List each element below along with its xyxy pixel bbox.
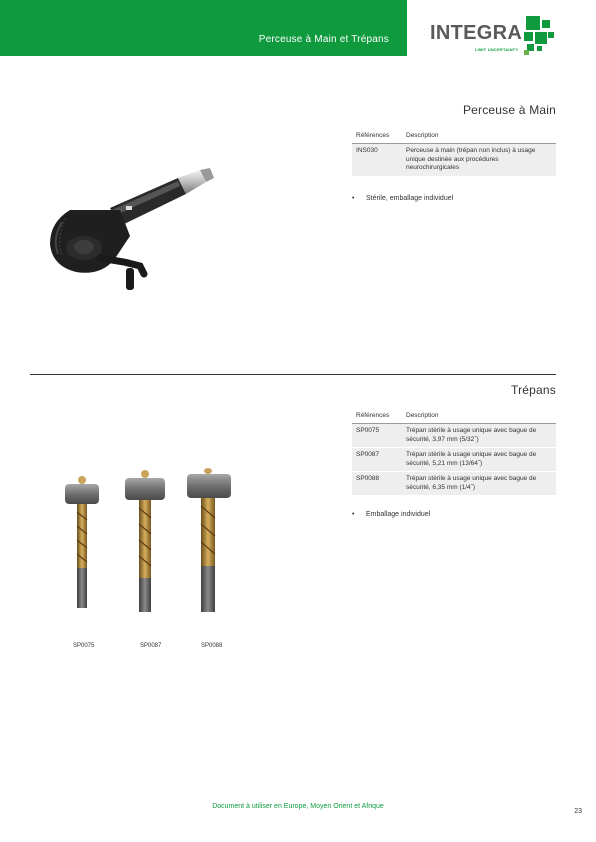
drill-bits-image xyxy=(55,468,245,618)
hand-drill-table xyxy=(352,128,556,177)
page-number: 23 xyxy=(574,808,582,815)
bullet-icon: • xyxy=(352,511,355,518)
cell-reference: INS030 xyxy=(352,144,402,177)
bullet-text: Emballage individuel xyxy=(366,511,431,518)
table-header-row xyxy=(352,408,556,424)
drill-bit-label: SP0087 xyxy=(140,643,162,649)
bullet-text: Stérile, emballage individuel xyxy=(366,195,454,202)
cell-description: Perceuse à main (trépan non inclus) à usage unique destinée aux procédures neurochirurgicales xyxy=(402,144,556,177)
table-row xyxy=(352,448,556,472)
logo-text: INTEGRA xyxy=(430,22,523,44)
table-row xyxy=(352,424,556,448)
bullet-item xyxy=(352,195,453,202)
cell-description: Trépan stérile à usage unique avec bague de sécurité, 6,35 mm (1/4˝) xyxy=(402,472,556,496)
column-header-references: Références xyxy=(352,408,402,424)
cell-description: Trépan stérile à usage unique avec bague de sécurité, 5,21 mm (13/64˝) xyxy=(402,448,556,472)
drill-bits-table xyxy=(352,408,556,496)
cell-reference: SP0087 xyxy=(352,448,402,472)
header-title: Perceuse à Main et Trépans xyxy=(258,34,389,45)
column-header-description: Description xyxy=(402,408,556,424)
section-title-drill-bits: Trépans xyxy=(511,383,556,397)
cell-description: Trépan stérile à usage unique avec bague de sécurité, 3,97 mm (5/32˝) xyxy=(402,424,556,448)
table-row xyxy=(352,144,556,177)
column-header-references: Références xyxy=(352,128,402,144)
footer-text: Document à utiliser en Europe, Moyen Orient et Afrique xyxy=(212,803,384,810)
section-divider xyxy=(30,374,556,375)
logo-squares-icon xyxy=(524,14,554,56)
column-header-description: Description xyxy=(402,128,556,144)
section-title-hand-drill: Perceuse à Main xyxy=(462,103,556,117)
bullet-item xyxy=(352,511,430,518)
logo-tagline: LIMIT UNCERTAINTY xyxy=(475,47,519,52)
drill-bit-label: SP0075 xyxy=(73,643,95,649)
header-band xyxy=(0,0,407,56)
table-row xyxy=(352,472,556,496)
hand-drill-image xyxy=(40,160,220,300)
cell-reference: SP0088 xyxy=(352,472,402,496)
bullet-icon: • xyxy=(352,195,355,202)
drill-bit-label: SP0088 xyxy=(201,643,223,649)
integra-logo xyxy=(430,14,555,58)
cell-reference: SP0075 xyxy=(352,424,402,448)
table-header-row xyxy=(352,128,556,144)
